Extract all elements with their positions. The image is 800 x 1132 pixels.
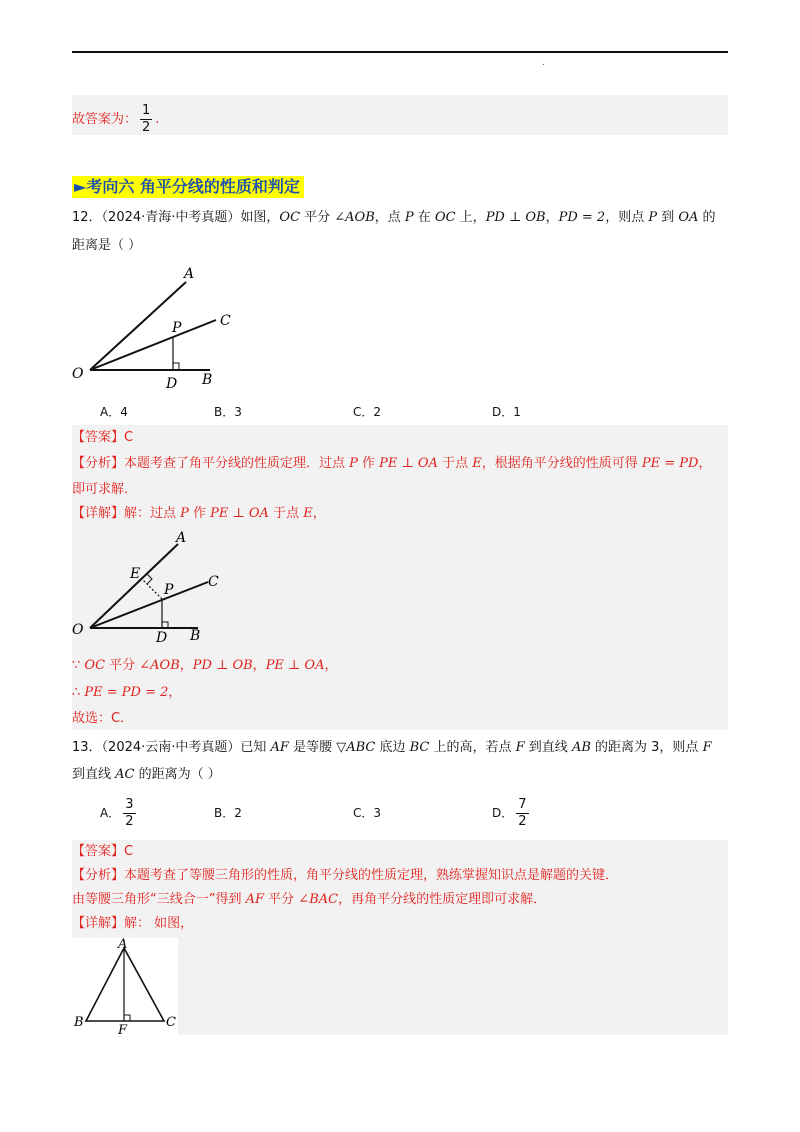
- q12-detail: [72, 504, 326, 524]
- q12-answer: 【答案】C: [72, 430, 134, 445]
- math: PE = PD: [641, 456, 699, 471]
- math: ∠AOB: [139, 658, 180, 673]
- label-c: C: [208, 574, 219, 590]
- text: ，则点: [605, 210, 649, 225]
- math: ∠AOB: [334, 210, 375, 225]
- section-heading: [72, 176, 304, 198]
- math: F: [702, 740, 712, 755]
- math: P: [648, 210, 658, 225]
- label-o: O: [72, 622, 84, 638]
- fraction: [123, 797, 135, 830]
- text: ，: [545, 210, 559, 225]
- text: 于点: [268, 506, 304, 521]
- q13-figure: [70, 936, 182, 1036]
- math: PD ⊥ OB: [485, 210, 546, 225]
- option-d[interactable]: D．1: [492, 405, 521, 419]
- option-c[interactable]: C．3: [353, 806, 382, 820]
- option-c[interactable]: C．2: [353, 405, 382, 419]
- q13-analysis-line2: [72, 890, 546, 910]
- text: ，: [252, 658, 266, 673]
- text: 的距离为 3，则点: [590, 740, 703, 755]
- prev-answer-fraction: [140, 103, 152, 136]
- math: F: [515, 740, 525, 755]
- text: 在: [413, 210, 435, 225]
- segment-pe: [142, 579, 162, 599]
- math: P: [180, 506, 189, 521]
- label-b: B: [190, 628, 201, 644]
- option-a[interactable]: [100, 795, 139, 831]
- q12-analysis-line2: 即可求解．: [72, 482, 138, 497]
- math: AF: [245, 892, 265, 907]
- text: 底边: [375, 740, 410, 755]
- text: 上的高，若点: [429, 740, 516, 755]
- text: ，: [324, 658, 338, 673]
- math: AF: [270, 740, 289, 755]
- frac-num: 1: [142, 103, 151, 118]
- label-a: A: [184, 266, 195, 282]
- text: 到: [657, 210, 679, 225]
- triangle-abc: [86, 948, 164, 1021]
- math: AB: [571, 740, 591, 755]
- text: 是等腰: [288, 740, 337, 755]
- frac-den: 2: [142, 120, 151, 135]
- label-a: A: [176, 530, 187, 546]
- text: 13．（2024·云南·中考真题）已知: [72, 740, 271, 755]
- text: 平分: [264, 892, 299, 907]
- math: OC: [84, 658, 106, 673]
- label-b: B: [202, 372, 213, 388]
- option-label: D．: [492, 806, 514, 820]
- text: 【分析】本题考查了角平分线的性质定理．过点: [72, 456, 350, 471]
- label-p: P: [164, 582, 174, 598]
- q12-because: [72, 656, 337, 676]
- math: E: [303, 506, 313, 521]
- right-angle-mark-e: [147, 574, 152, 584]
- option-label: A．: [100, 806, 121, 820]
- option-b[interactable]: B．2: [214, 806, 242, 820]
- header-dot: .: [542, 58, 545, 68]
- math: PD ⊥ OB: [192, 658, 253, 673]
- text: 作: [188, 506, 211, 521]
- therefore-symbol: ∴: [72, 685, 85, 700]
- text: ，: [698, 456, 712, 471]
- text: 的距离为（ ）: [134, 767, 221, 782]
- frac-den: 2: [125, 814, 134, 829]
- text: 到直线: [524, 740, 572, 755]
- text: 的: [698, 210, 716, 225]
- text: 于点: [437, 456, 473, 471]
- math: ▽ABC: [336, 740, 376, 755]
- because-symbol: ∵: [72, 658, 85, 673]
- label-p: P: [172, 320, 182, 336]
- label-c: C: [220, 313, 231, 329]
- label-b: B: [74, 1015, 84, 1030]
- q13-analysis-line1: 【分析】本题考查了等腰三角形的性质，角平分线的性质定理，熟练掌握知识点是解题的关键．: [72, 868, 619, 883]
- prev-answer-box: [72, 95, 728, 135]
- text: 平分: [105, 658, 140, 673]
- text: 【详解】解：过点: [72, 506, 181, 521]
- math: OA: [678, 210, 699, 225]
- arrow-icon: ►: [74, 177, 87, 196]
- math: P: [349, 456, 358, 471]
- q12-solution-figure: [68, 528, 248, 648]
- text: 作: [357, 456, 380, 471]
- math: PE ⊥ OA: [379, 456, 438, 471]
- q13-stem-line1: [72, 738, 712, 758]
- label-d: D: [166, 376, 178, 392]
- math: PE ⊥ OA: [265, 658, 325, 673]
- text: ，: [312, 506, 326, 521]
- math: PE = PD = 2: [84, 685, 169, 700]
- header-rule: [72, 51, 728, 53]
- text: 平分: [300, 210, 335, 225]
- right-angle-mark: [173, 363, 179, 370]
- math: E: [472, 456, 482, 471]
- fraction: [516, 797, 528, 830]
- prev-answer-label: 故答案为：: [72, 112, 138, 127]
- option-b[interactable]: B．3: [214, 405, 242, 419]
- option-d[interactable]: [492, 795, 532, 831]
- label-e: E: [130, 566, 141, 582]
- q13-stem-line2: [72, 765, 221, 785]
- text: 上，: [455, 210, 486, 225]
- q13-answer: 【答案】C: [72, 844, 134, 859]
- text: 到直线: [72, 767, 116, 782]
- q12-analysis-line1: [72, 454, 711, 474]
- math: P: [404, 210, 414, 225]
- text: 由等腰三角形“三线合一”得到: [72, 892, 246, 907]
- prev-answer-tail: .: [155, 112, 160, 127]
- frac-num: 3: [125, 797, 134, 812]
- math: BC: [409, 740, 430, 755]
- text: 12．（2024·青海·中考真题）如图，: [72, 210, 280, 225]
- text: ，再角平分线的性质定理即可求解．: [338, 892, 547, 907]
- text: ，根据角平分线的性质可得: [481, 456, 642, 471]
- math: ∠BAC: [298, 892, 339, 907]
- label-c: C: [166, 1015, 176, 1030]
- text: ，点: [374, 210, 405, 225]
- q12-therefore: [72, 683, 181, 703]
- right-angle-mark: [124, 1015, 130, 1021]
- math: OC: [434, 210, 456, 225]
- math: AC: [115, 767, 135, 782]
- math: PD = 2: [558, 210, 606, 225]
- q12-choose: 故选：C．: [72, 711, 134, 726]
- label-o: O: [72, 366, 84, 382]
- ray-oc: [90, 320, 216, 370]
- label-f: F: [118, 1023, 128, 1036]
- text: ，: [179, 658, 193, 673]
- section-title: 考向六 角平分线的性质和判定: [86, 177, 300, 196]
- prev-answer: [72, 103, 159, 136]
- frac-den: 2: [518, 814, 527, 829]
- q12-stem-line2: 距离是（ ）: [72, 238, 142, 253]
- math: PE ⊥ OA: [210, 506, 269, 521]
- q12-figure: [68, 262, 248, 394]
- option-a[interactable]: A．4: [100, 405, 128, 419]
- label-d: D: [156, 630, 168, 646]
- text: ，: [168, 685, 182, 700]
- ray-oc: [90, 582, 208, 628]
- frac-num: 7: [518, 797, 527, 812]
- q13-detail: 【详解】解： 如图，: [72, 916, 194, 931]
- q12-stem-line1: [72, 208, 716, 228]
- math: OC: [279, 210, 301, 225]
- label-a: A: [118, 937, 128, 952]
